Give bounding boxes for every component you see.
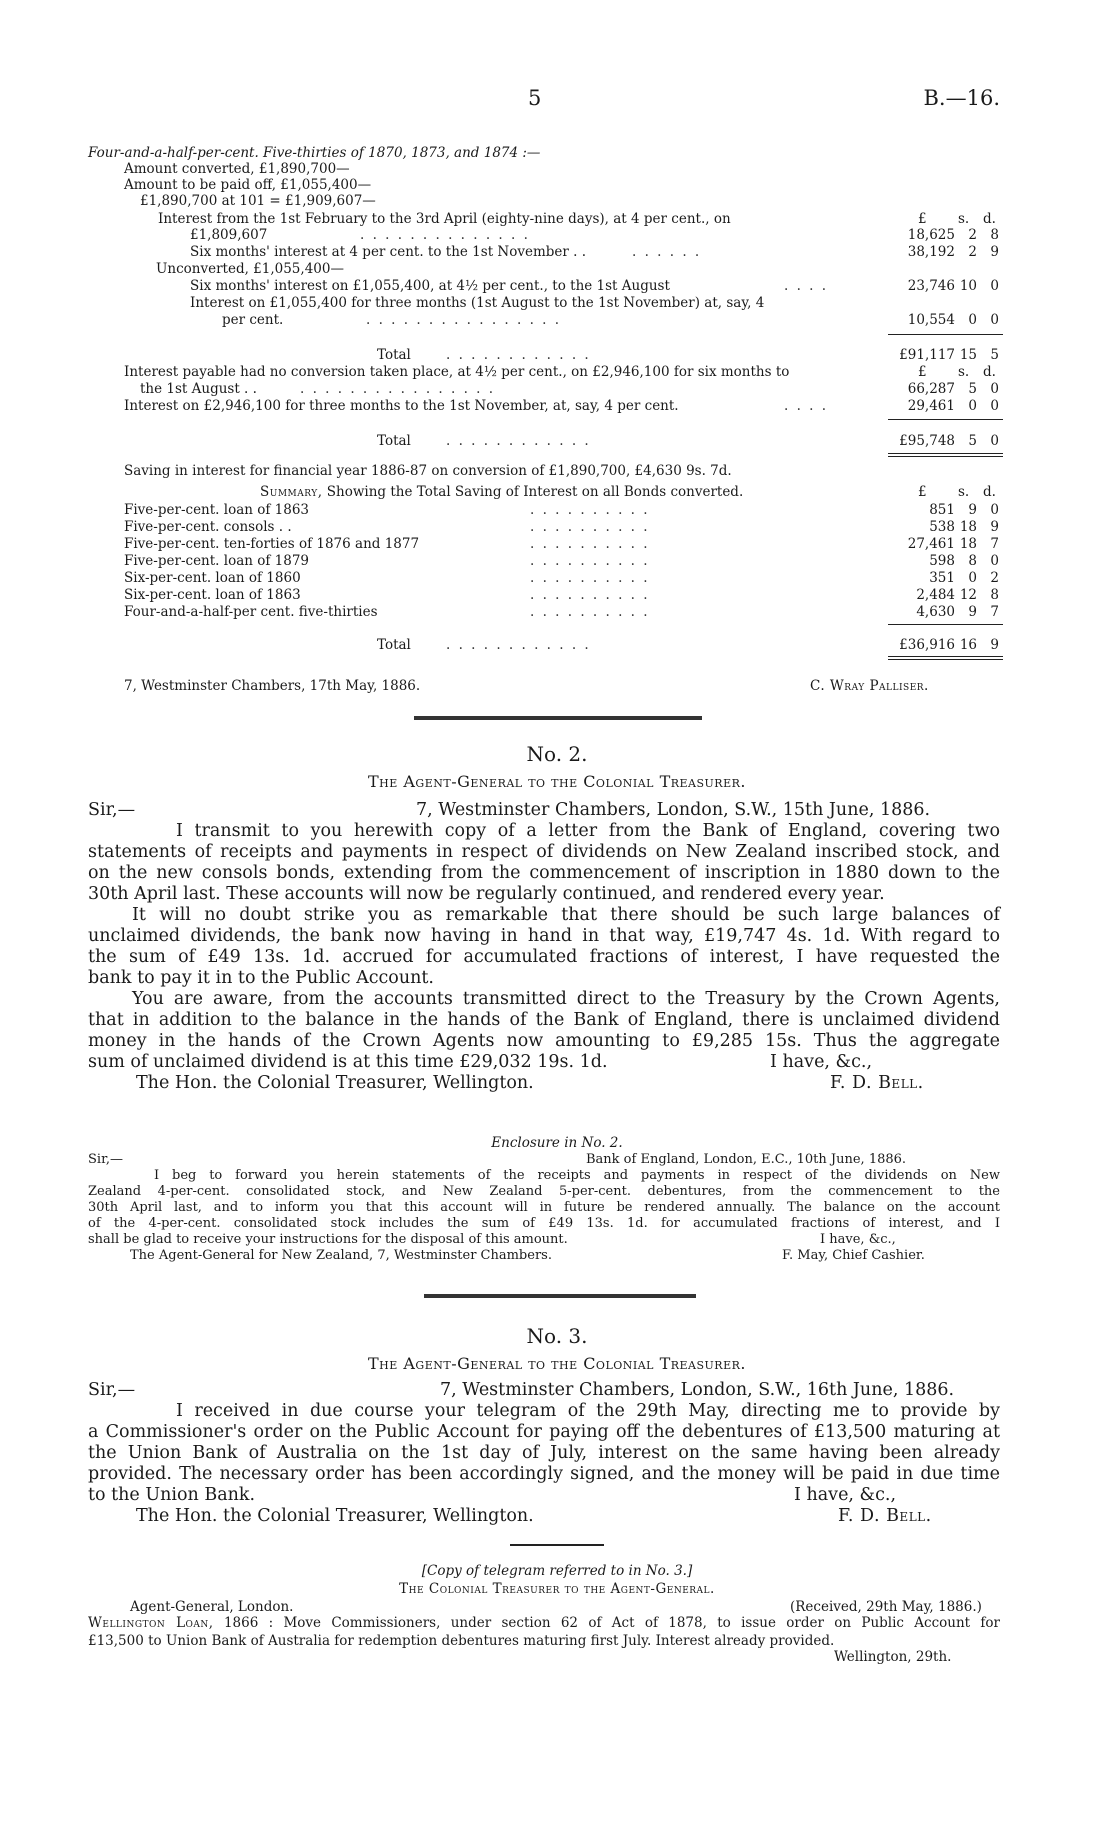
col-head-pounds: £ bbox=[918, 211, 927, 227]
summary-row-label: Five-per-cent. ten-forties of 1876 and 1877 bbox=[124, 536, 420, 552]
section-divider bbox=[414, 716, 702, 720]
sum-rule bbox=[888, 334, 1003, 335]
paragraph-line: a Commissioner's order on the Public Account for paying off the debentures of £13,500 maturing at bbox=[88, 1422, 1000, 1442]
total-label: Total bbox=[377, 637, 411, 653]
salutation: Sir,— bbox=[88, 800, 136, 820]
amount-pounds: 66,287 bbox=[907, 381, 955, 397]
summary-row-shillings: 12 bbox=[959, 587, 977, 603]
addressee: The Hon. the Colonial Treasurer, Wellington. bbox=[136, 1073, 534, 1093]
amount-pence: 0 bbox=[990, 278, 999, 294]
leader-dots: . . . . . . . . . . . . . . . . bbox=[366, 312, 562, 328]
paragraph-line: the sum of £49 13s. 1d. accrued for accumulated fractions of interest, I have requested the bbox=[88, 947, 1000, 967]
amount-pence: 0 bbox=[990, 312, 999, 328]
summary-row-shillings: 8 bbox=[968, 553, 977, 569]
enclosure-title: Enclosure in No. 2. bbox=[491, 1135, 623, 1151]
addressee: The Hon. the Colonial Treasurer, Wellington. bbox=[136, 1506, 534, 1526]
amount-pence: 0 bbox=[990, 381, 999, 397]
paragraph-line: shall be glad to receive your instructions for the disposal of this amount. bbox=[88, 1232, 568, 1247]
row-text: Interest payable had no conversion taken place, at 4½ per cent., on £2,946,100 for six months to bbox=[124, 364, 790, 380]
total-pounds: £95,748 bbox=[899, 433, 955, 449]
closing: I have, &c., bbox=[770, 1052, 873, 1072]
col-head-shillings: s. bbox=[958, 484, 970, 500]
total-shillings: 15 bbox=[959, 347, 977, 363]
total-label: Total bbox=[377, 347, 411, 363]
summary-row-label: Six-per-cent. loan of 1860 bbox=[124, 570, 301, 586]
text-line: £1,890,700 at 101 = £1,909,607— bbox=[140, 193, 376, 209]
summary-row-pounds: 538 bbox=[929, 519, 955, 535]
letter-address: Bank of England, London, E.C., 10th June, 1886. bbox=[586, 1152, 907, 1167]
amount-shillings: 2 bbox=[968, 244, 977, 260]
summary-row-pounds: 4,630 bbox=[916, 604, 955, 620]
paragraph-line: bank to pay it in to the Public Account. bbox=[88, 968, 434, 988]
letter-number: No. 3. bbox=[526, 1324, 588, 1348]
telegram-lead: Wellington Loan, bbox=[88, 1615, 214, 1631]
total-pounds: £91,117 bbox=[899, 347, 955, 363]
telegram-line bbox=[88, 1614, 1000, 1632]
summary-row-pounds: 351 bbox=[929, 570, 955, 586]
summary-row-label: Six-per-cent. loan of 1863 bbox=[124, 587, 301, 603]
amount-pounds: 18,625 bbox=[907, 227, 955, 243]
col-head-shillings: s. bbox=[958, 364, 970, 380]
row-text: the 1st August . . bbox=[140, 381, 257, 397]
double-rule bbox=[888, 453, 1003, 454]
total-pence: 5 bbox=[990, 347, 999, 363]
leader-dots: . . . . . . . . . . . . bbox=[446, 347, 591, 363]
row-text: Six months' interest on £1,055,400, at 4½ per cent., to the 1st August bbox=[190, 278, 670, 294]
amount-pence: 8 bbox=[990, 227, 999, 243]
letter-subtitle: The Agent-General to the Colonial Treasurer. bbox=[368, 772, 746, 791]
saving-line: Saving in interest for financial year 1886-87 on conversion of £1,890,700, £4,630 9s. 7d. bbox=[124, 463, 732, 479]
leader-dots: . . . . . . . . . . bbox=[530, 604, 650, 620]
letter-address: 7, Westminster Chambers, London, S.W., 16th June, 1886. bbox=[440, 1380, 955, 1400]
paragraph-line: 30th April last, and to inform you that this account will in future be rendered annually. The balance on the account bbox=[88, 1200, 1000, 1215]
summary-row-label: Five-per-cent. loan of 1879 bbox=[124, 553, 310, 569]
telegram-title: [Copy of telegram referred to in No. 3.] bbox=[421, 1563, 693, 1579]
leader-dots: . . . . . . . . . . bbox=[530, 519, 650, 535]
total-pence: 0 bbox=[990, 433, 999, 449]
row-text: per cent. bbox=[222, 312, 284, 328]
amount-pounds: 10,554 bbox=[907, 312, 955, 328]
paragraph-line: money in the hands of the Crown Agents now amounting to £9,285 15s. Thus the aggregate bbox=[88, 1031, 1000, 1051]
col-head-shillings: s. bbox=[958, 211, 970, 227]
total-pence: 9 bbox=[990, 637, 999, 653]
salutation: Sir,— bbox=[88, 1380, 136, 1400]
summary-row-shillings: 9 bbox=[968, 604, 977, 620]
doc-code: B.—16. bbox=[923, 86, 1000, 110]
amount-pounds: 38,192 bbox=[907, 244, 955, 260]
summary-row-label: Five-per-cent. consols . . bbox=[124, 519, 292, 535]
text-line: Amount to be paid off, £1,055,400— bbox=[124, 177, 372, 193]
page-number: 5 bbox=[528, 86, 542, 110]
telegram-to: Agent-General, London. bbox=[130, 1599, 294, 1615]
paragraph-line: You are aware, from the accounts transmitted direct to the Treasury by the Crown Agents, bbox=[132, 989, 1000, 1009]
total-shillings: 5 bbox=[968, 433, 977, 449]
summary-row-shillings: 0 bbox=[968, 570, 977, 586]
amount-pounds: 23,746 bbox=[907, 278, 955, 294]
leader-dots: . . . . . . . . . . bbox=[530, 502, 650, 518]
summary-row-pounds: 2,484 bbox=[916, 587, 955, 603]
signature: F. D. Bell. bbox=[838, 1506, 932, 1526]
summary-row-pounds: 851 bbox=[929, 502, 955, 518]
section-heading: Four-and-a-half-per-cent. Five-thirties of 1870, 1873, and 1874 :— bbox=[88, 145, 541, 161]
paragraph-line: I beg to forward you herein statements of the receipts and payments in respect of the dividends on New bbox=[154, 1168, 1000, 1183]
paragraph-line: sum of unclaimed dividend is at this time £29,032 19s. 1d. bbox=[88, 1052, 608, 1072]
section-divider bbox=[424, 1294, 696, 1298]
amount-pounds: 29,461 bbox=[907, 398, 955, 414]
signature: F. D. Bell. bbox=[830, 1073, 924, 1093]
summary-row-pence: 0 bbox=[990, 553, 999, 569]
double-rule bbox=[888, 456, 1003, 457]
leader-dots: . . . . . . . . . . . . . . . . bbox=[300, 381, 496, 397]
summary-row-pounds: 27,461 bbox=[907, 536, 955, 552]
addressee: The Agent-General for New Zealand, 7, Westminster Chambers. bbox=[130, 1248, 552, 1263]
paragraph-line: 30th April last. These accounts will now be regularly continued, and rendered every year. bbox=[88, 884, 885, 904]
leader-dots: . . . . . . . . . . . . bbox=[446, 637, 591, 653]
paragraph-line: to the Union Bank. bbox=[88, 1485, 256, 1505]
telegram-body bbox=[88, 1614, 1000, 1650]
summary-title bbox=[260, 483, 743, 501]
total-shillings: 16 bbox=[959, 637, 977, 653]
leader-dots: . . . . . . . . . . bbox=[530, 570, 650, 586]
summary-row-shillings: 18 bbox=[959, 519, 977, 535]
summary-row-pence: 2 bbox=[990, 570, 999, 586]
amount-shillings: 10 bbox=[959, 278, 977, 294]
amount-pence: 9 bbox=[990, 244, 999, 260]
col-head-pounds: £ bbox=[918, 364, 927, 380]
salutation: Sir,— bbox=[88, 1152, 123, 1167]
summary-row-shillings: 9 bbox=[968, 502, 977, 518]
summary-row-pence: 0 bbox=[990, 502, 999, 518]
paragraph-line: Zealand 4-per-cent. consolidated stock, and New Zealand 5-per-cent. debentures, from the commencement to the bbox=[88, 1184, 1000, 1199]
summary-row-pence: 9 bbox=[990, 519, 999, 535]
amount-shillings: 0 bbox=[968, 398, 977, 414]
telegram-received: (Received, 29th May, 1886.) bbox=[790, 1599, 982, 1615]
leader-dots: . . . . . . bbox=[632, 244, 702, 260]
summary-row-label: Four-and-a-half-per cent. five-thirties bbox=[124, 604, 378, 620]
row-text: Six months' interest at 4 per cent. to the 1st November . . bbox=[190, 244, 587, 260]
paragraph-line: I received in due course your telegram of the 29th May, directing me to provide by bbox=[176, 1401, 1000, 1421]
place-date: 7, Westminster Chambers, 17th May, 1886. bbox=[124, 678, 421, 694]
row-text: Interest from the 1st February to the 3rd April (eighty-nine days), at 4 per cent., on bbox=[158, 211, 731, 227]
signature: F. May, Chief Cashier. bbox=[782, 1248, 925, 1263]
total-label: Total bbox=[377, 433, 411, 449]
paragraph-line: unclaimed dividends, the bank now having in hand in that way, £19,747 4s. 1d. With regard to bbox=[88, 926, 1000, 946]
leader-dots: . . . . . . . . . . . . bbox=[446, 433, 591, 449]
amount-shillings: 5 bbox=[968, 381, 977, 397]
summary-row-pence: 7 bbox=[990, 536, 999, 552]
leader-dots: . . . . bbox=[784, 398, 829, 414]
paragraph-line: that in addition to the balance in the hands of the Bank of England, there is unclaimed dividend bbox=[88, 1010, 1000, 1030]
paragraph bbox=[88, 821, 1000, 1073]
summary-row-shillings: 18 bbox=[959, 536, 977, 552]
paragraph-line: on the new consols bonds, extending from the commencement of inscription in 1880 down to the bbox=[88, 863, 1000, 883]
leader-dots: . . . . . . . . . . bbox=[530, 536, 650, 552]
summary-row-pounds: 598 bbox=[929, 553, 955, 569]
leader-dots: . . . . . . . . . . . . . . bbox=[360, 227, 530, 243]
paragraph-line: It will no doubt strike you as remarkable that there should be such large balances of bbox=[132, 905, 1000, 925]
col-head-pence: d. bbox=[983, 211, 996, 227]
col-head-pounds: £ bbox=[918, 484, 927, 500]
summary-title-caps: Summary, bbox=[260, 484, 323, 500]
telegram-subtitle: The Colonial Treasurer to the Agent-General. bbox=[399, 1581, 715, 1597]
letter-address: 7, Westminster Chambers, London, S.W., 15th June, 1886. bbox=[416, 800, 931, 820]
row-text: Interest on £2,946,100 for three months to the 1st November, at, say, 4 per cent. bbox=[124, 398, 679, 414]
signature: C. Wray Palliser. bbox=[810, 678, 929, 694]
sum-rule bbox=[888, 419, 1003, 420]
amount-shillings: 0 bbox=[968, 312, 977, 328]
telegram-line: £13,500 to Union Bank of Australia for redemption debentures maturing first July. Interest already provided. bbox=[88, 1633, 835, 1649]
paragraph-line: of the 4-per-cent. consolidated stock includes the sum of £49 13s. 1d. for accumulated fractions of interest, and I bbox=[88, 1216, 1000, 1231]
leader-dots: . . . . bbox=[784, 278, 829, 294]
leader-dots: . . . . . . . . . . bbox=[530, 587, 650, 603]
closing: I have, &c., bbox=[820, 1232, 896, 1247]
row-text: Interest on £1,055,400 for three months (1st August to the 1st November) at, say, 4 bbox=[190, 295, 765, 311]
text-line: Amount converted, £1,890,700— bbox=[124, 161, 350, 177]
summary-row-label: Five-per-cent. loan of 1863 bbox=[124, 502, 310, 518]
paragraph-line: I transmit to you herewith copy of a letter from the Bank of England, covering two bbox=[176, 821, 1000, 841]
letter-subtitle: The Agent-General to the Colonial Treasurer. bbox=[368, 1354, 746, 1373]
text-line: Unconverted, £1,055,400— bbox=[156, 261, 344, 277]
paragraph-line: statements of receipts and payments in respect of dividends on New Zealand inscribed stock, and bbox=[88, 842, 1000, 862]
paragraph-line: the Union Bank of Australia on the 1st day of July, interest on the same having been already bbox=[88, 1443, 1000, 1463]
col-head-pence: d. bbox=[983, 364, 996, 380]
total-pounds: £36,916 bbox=[899, 637, 955, 653]
summary-title-rest: Showing the Total Saving of Interest on all Bonds converted. bbox=[326, 484, 744, 500]
amount-pence: 0 bbox=[990, 398, 999, 414]
paragraph-line: provided. The necessary order has been accordingly signed, and the money will be paid in due time bbox=[88, 1464, 1000, 1484]
summary-row-pence: 7 bbox=[990, 604, 999, 620]
letter-number: No. 2. bbox=[526, 742, 588, 766]
amount-shillings: 2 bbox=[968, 227, 977, 243]
double-rule bbox=[888, 656, 1003, 657]
summary-row-pence: 8 bbox=[990, 587, 999, 603]
closing: I have, &c., bbox=[794, 1485, 897, 1505]
row-text: £1,809,607 bbox=[190, 227, 268, 243]
col-head-pence: d. bbox=[983, 484, 996, 500]
telegram-place-date: Wellington, 29th. bbox=[834, 1649, 952, 1665]
double-rule bbox=[888, 659, 1003, 660]
sum-rule bbox=[888, 624, 1003, 625]
leader-dots: . . . . . . . . . . bbox=[530, 553, 650, 569]
short-divider bbox=[510, 1544, 604, 1546]
telegram-text: 1866 : Move Commissioners, under section 62 of Act of 1878, to issue order on Public Account for bbox=[223, 1615, 1001, 1631]
